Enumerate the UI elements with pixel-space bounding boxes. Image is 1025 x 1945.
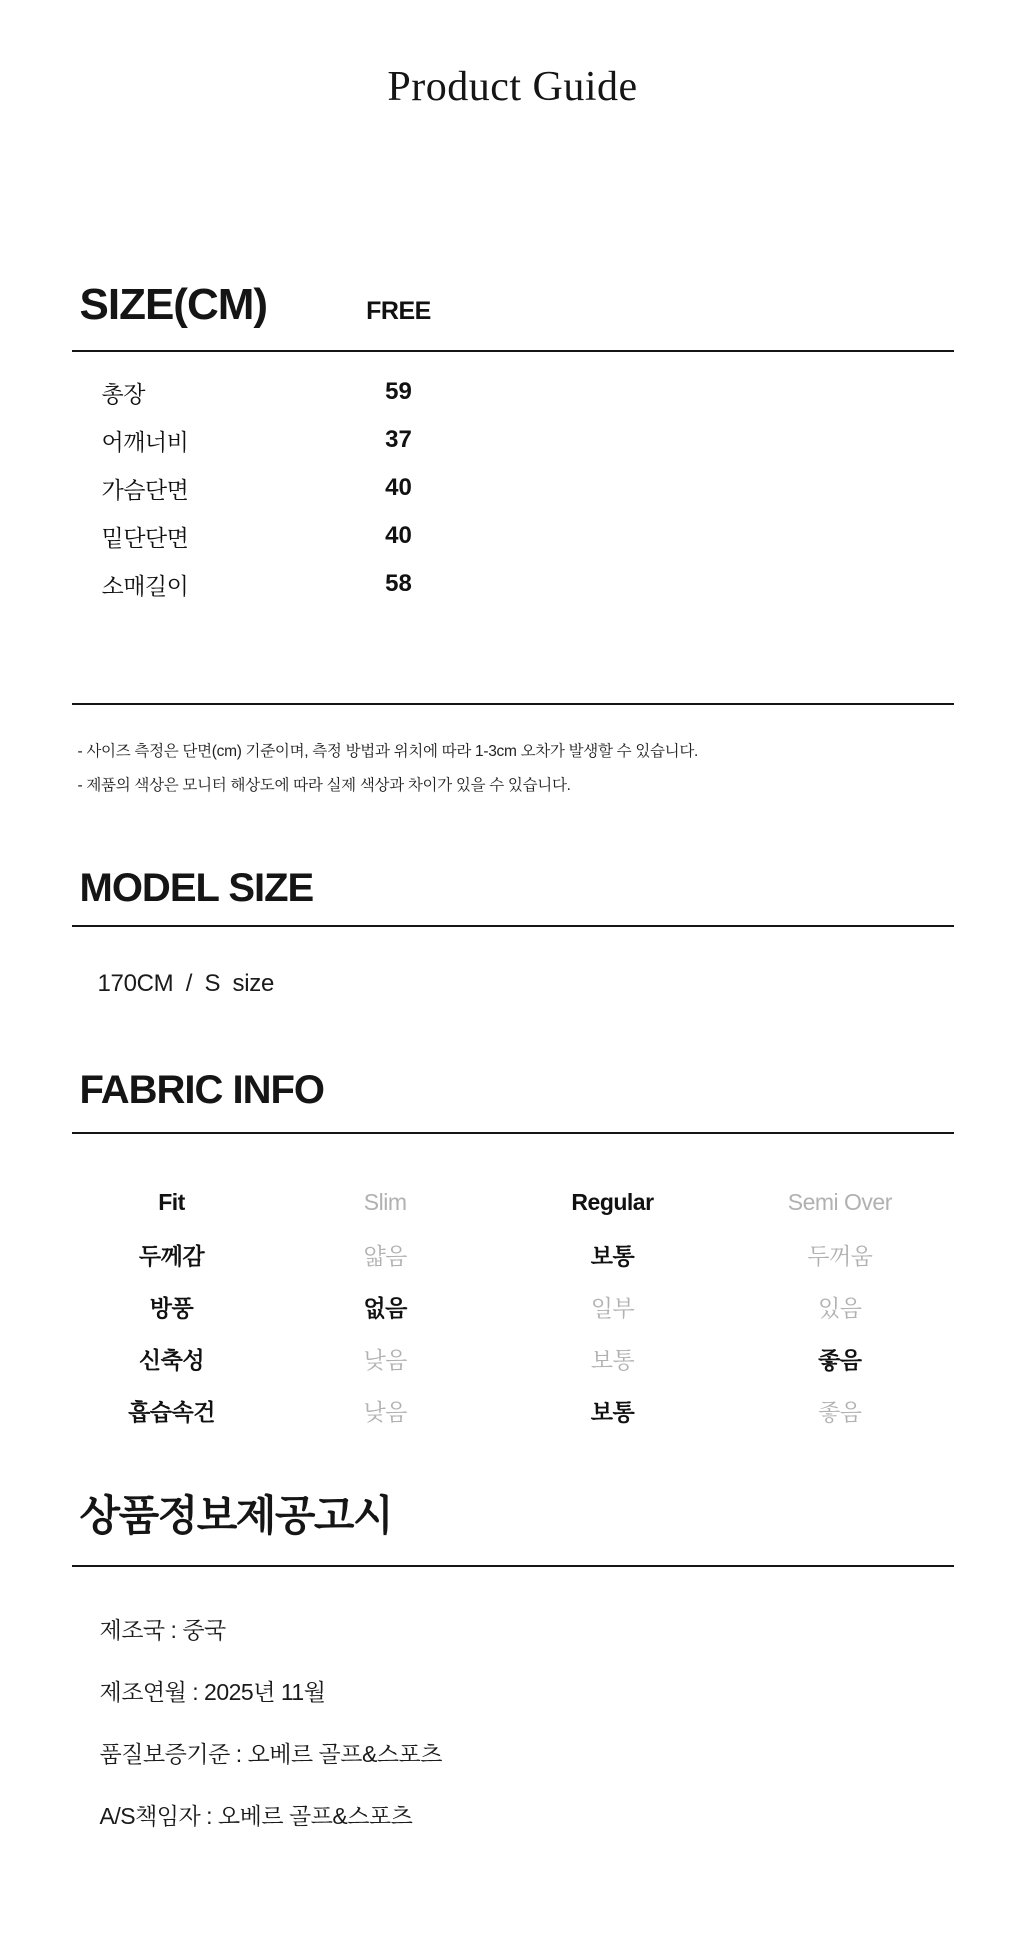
size-note: - 제품의 색상은 모니터 해상도에 따라 실제 색상과 차이가 있을 수 있습니다. [77,777,571,795]
size-row-label: 밑단단면 [101,524,189,551]
fabric-option: 일부 [590,1294,635,1321]
fabric-option: 두꺼움 [807,1242,873,1269]
size-table-bottom-divider [72,703,954,705]
fabric-row-4 [72,1384,954,1436]
fabric-option: 낮음 [363,1398,407,1425]
size-row [72,560,954,608]
size-row [72,368,954,416]
fabric-option: Regular [571,1188,654,1215]
fabric-option: 얇음 [363,1242,407,1269]
product-info-heading: 상품정보제공고시 [79,1492,393,1540]
size-row-value: 37 [385,426,412,454]
product-info-row: 제조국 : 중국 [99,1616,226,1643]
page-title: Product Guide [387,64,638,110]
fabric-option: Semi Over [787,1188,892,1215]
fabric-row-2 [72,1280,954,1332]
size-row-value: 58 [385,570,412,598]
model-size-value: 170CM / S size [97,970,275,998]
product-info-row: 품질보증기준 : 오베르 골프&스포츠 [99,1740,442,1767]
fabric-info-divider [72,1132,954,1134]
size-table [72,368,954,608]
fabric-option: 보통 [590,1242,635,1269]
fabric-row-1 [72,1228,954,1280]
size-row-label: 어깨너비 [101,428,189,455]
size-section-header [72,282,954,328]
fabric-row-0 [72,1176,954,1228]
fabric-option: 좋음 [818,1346,862,1373]
size-row-label: 소매길이 [101,572,189,599]
size-row-value: 40 [385,474,412,502]
size-column-header: FREE [366,297,431,326]
size-row-value: 40 [385,522,412,550]
fabric-row-3 [72,1332,954,1384]
fabric-option: 없음 [363,1294,407,1321]
size-row [72,416,954,464]
fabric-option: 보통 [590,1346,635,1373]
fabric-row-label: 방풍 [149,1294,194,1321]
fabric-table [72,1176,954,1436]
fabric-row-label: 신축성 [138,1346,205,1373]
fabric-option: 낮음 [363,1346,407,1373]
fabric-row-label: 흡습속건 [128,1398,215,1425]
model-size-divider [72,925,954,927]
product-info-row: 제조연월 : 2025년 11월 [99,1678,326,1705]
size-header-divider [72,350,954,352]
fabric-row-label: 두께감 [138,1242,205,1269]
size-notes [72,735,954,803]
product-info-table [72,1597,954,1845]
size-row-label: 가슴단면 [101,476,189,503]
fabric-option: 있음 [818,1294,862,1321]
fabric-option: Slim [363,1188,407,1215]
size-row-label: 총장 [101,380,145,407]
size-row [72,464,954,512]
size-note: - 사이즈 측정은 단면(cm) 기준이며, 측정 방법과 위치에 따라 1-3cm 오차가 발생할 수 있습니다. [77,743,699,761]
model-size-heading: MODEL SIZE [79,866,314,911]
size-row-value: 59 [385,378,412,406]
size-heading: SIZE(CM) [79,280,268,330]
fabric-option: 보통 [590,1398,635,1425]
product-info-row: A/S책임자 : 오베르 골프&스포츠 [99,1802,413,1829]
fabric-info-heading: FABRIC INFO [79,1068,325,1113]
product-info-divider [72,1565,954,1567]
fabric-option: 좋음 [818,1398,862,1425]
fabric-row-label: Fit [158,1188,185,1215]
size-row [72,512,954,560]
